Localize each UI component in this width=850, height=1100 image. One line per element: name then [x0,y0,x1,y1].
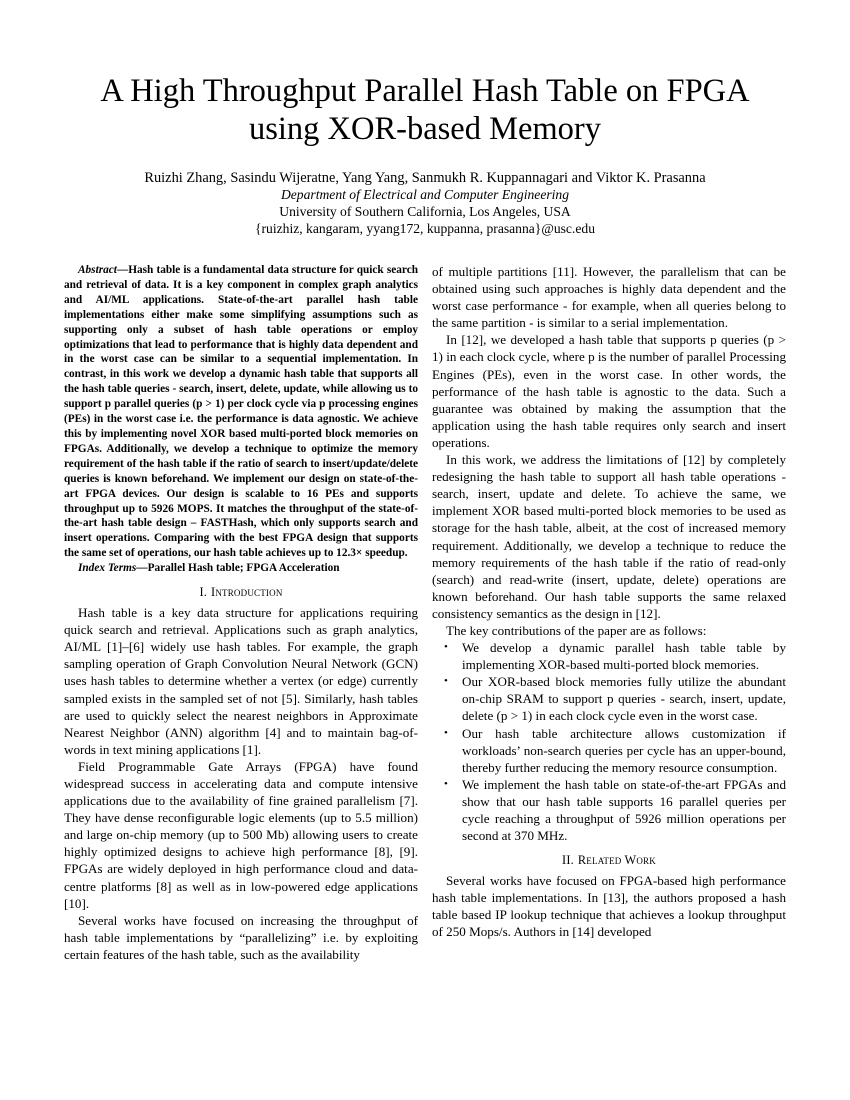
paper-title [40,72,810,148]
list-item: • We implement the hash table on state-of-the-art FPGAs and show that our hash table supports 16 parallel queries per cycle reaching a throughput of 5926 million operations per second at 370 MHz. [444,776,786,844]
related-paragraph-1: Several works have focused on FPGA-based high performance hash table implementations. In [13], the authors proposed a hash table based IP lookup technique that achieves a lookup throughput of 250 Mops/s. Authors in [14] developed [432,873,786,940]
abstract-lead: Abstract [78,264,117,276]
left-column [64,263,418,963]
intro-paragraph-4: In [12], we developed a hash table that supports p queries (p > 1) in each clock cycle, where p is the number of parallel Processing Engines (PEs), even in the worst case. In other words, the performance of the hash table is agnostic to the data. Such a guarantee was obtained by making the assumption that the application using the hash table requires only search and insert operations. [432,332,786,450]
list-item: • Our hash table architecture allows customization if workloads’ non-search queries per cycle has an upper-bound, thereby further reducing the memory resource consumption. [444,725,786,775]
author-list: Ruizhi Zhang, Sasindu Wijeratne, Yang Yang, Sanmukh R. Kuppannagari and Viktor K. Prasanna [144,170,706,186]
intro-paragraph-3-continued: of multiple partitions [11]. However, the parallelism that can be obtained using such approaches is highly data dependent and the worst case performance - for example, when all queries belong to the same partition - is similar to a serial implementation. [432,264,786,331]
list-item: • Our XOR-based block memories fully utilize the abundant on-chip SRAM to support p queries - search, insert, update, delete (p > 1) in each clock cycle even in the worst case. [444,674,786,724]
section-heading-introduction: I. Introduction [199,585,283,600]
department: Department of Electrical and Computer Engineering [280,187,570,202]
intro-paragraph-2: Field Programmable Gate Arrays (FPGA) have found widespread success in accelerating data and compute intensive applications due to the availability of fine grained parallelism [7]. They have dense reconfigurable logic elements (up to 5.5 million) and large on-chip memory (up to 500 Mb) allowing users to create highly optimized designs to achieve high performance [8], [9]. FPGAs are widely deployed in high performance cloud and data-centre platforms [8] as well as in low-powered edge applications [10]. [64,758,418,911]
index-terms-text: —Parallel Hash table; FPGA Acceleration [136,562,340,575]
intro-paragraph-6: The key contributions of the paper are as follows: [446,622,707,638]
intro-paragraph-1: Hash table is a key data structure for applications requiring quick search and retrieval. Applications such as graph analytics, AI/ML [1]–[6] widely use hash tables. For example, the graph sampling operation of Graph Convolution Neural Network (GCN) uses hash tables to determine whether a vertex (or edge) currently sampled exists in the sampled set of not [5]. Similarly, hash tables are used to quickly select the nearest neighbors in Approximate Nearest Neighbor (ANN) algorithm [4] and to maintain bag-of-words in text mining applications [1]. [64,605,418,757]
title-line-2: using XOR-based Memory [248,111,602,147]
abstract [64,263,418,561]
abstract-text: —Hash table is a fundamental data structure for quick search and retrieval of data. It is a key component in complex graph analytics and AI/ML applications. State-of-the-art parallel hash table implementations either make some simplifying assumptions such as supporting only a subset of hash table operations or employ optimizations that lead to performance that is highly data dependent and in the worst case can be similar to a sequential implementation. In contrast, in this work we develop a dynamic hash table that supports all the hash table queries - search, insert, delete, update, while allowing us to support p parallel queries (p > 1) per clock cycle via p processing engines (PEs) in the worst case i.e. the performance is data agnostic. We achieve this by implementing novel XOR based multi-ported block memories on FPGAs. Additionally, we develop a technique to optimize the memory requirement of the hash table if the ratio of search to insert/update/delete queries is known beforehand. We implement our design on state-of-the-art FPGA devices. Our design is scalable to 16 PEs and supports throughput up to 5926 MOPS. It matches the throughput of the state-of-the-art hash table design – FASTHash, which only supports search and insert operations. Comparing with the best FPGA design that supports the same set of operations, our hash table achieves up to 12.3× speedup. [64,264,418,560]
bullet-icon: • [444,675,448,688]
section-heading-related-work: II. Related Work [562,853,656,868]
contribution-list [432,639,786,844]
university: University of Southern California, Los Angeles, USA [279,204,571,219]
index-terms-lead: Index Terms [78,562,137,575]
bullet-icon: • [444,641,448,654]
list-item: • We develop a dynamic parallel hash table table by implementing XOR-based multi-ported block memories. [444,640,786,673]
right-column [432,263,786,941]
index-terms [64,561,418,576]
bullet-icon: • [444,777,448,790]
bullet-icon: • [444,726,448,739]
author-emails: {ruizhiz, kangaram, yyang172, kuppanna, prasanna}@usc.edu [254,221,595,236]
intro-paragraph-3: Several works have focused on increasing the throughput of hash table implementations by “parallelizing” i.e. by exploiting certain features of the hash table, such as the availability [64,912,418,962]
title-line-1: A High Throughput Parallel Hash Table on FPGA [100,73,750,109]
intro-paragraph-5: In this work, we address the limitations of [12] by completely redesigning the hash table to support all hash table operations - search, insert, update and delete. To achieve the same, we implement XOR based multi-ported block memories to be used as storage for the hash table, albeit, at the cost of increased memory requirement. Additionally, we develop a technique to reduce the memory requirements of the hash table if the ratio of read-only (search) and read-write (insert, update, delete) operations are known beforehand. Our hash table supports the same relaxed consistency semantics as the design in [12]. [432,452,786,621]
